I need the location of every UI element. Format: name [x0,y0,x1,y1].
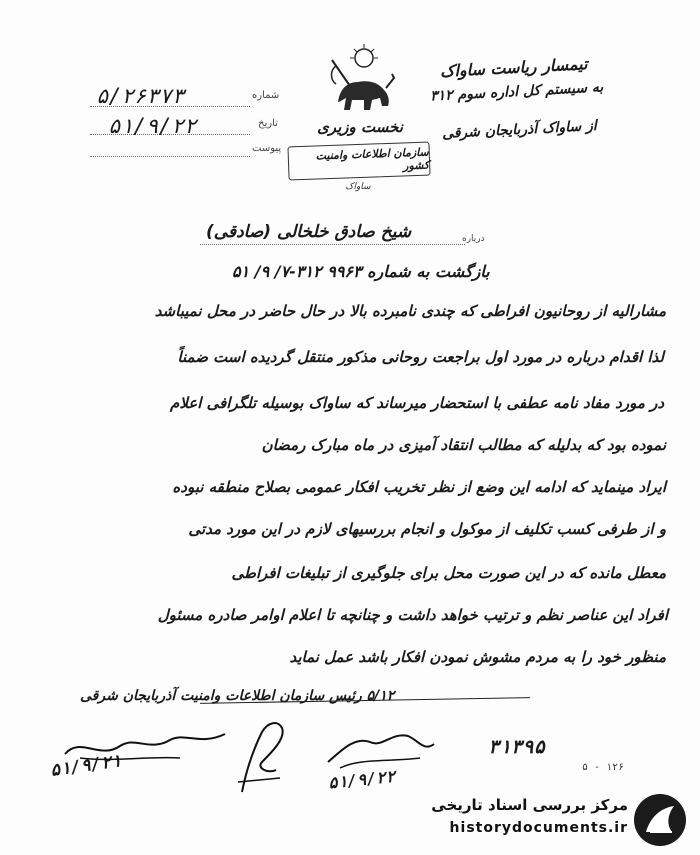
body-line: افراد این عناصر نظم و ترتیب خواهد داشت و چنانچه تا اعلام اوامر صادره مسئول [157,606,668,624]
watermark-title: مرکز بررسی اسناد تاریخی [431,796,628,814]
document-date: ۵۱/۹/۲۲ [108,114,197,138]
subject-text: شیخ صادق خلخالی (صادقی) [206,222,412,242]
organization-subtitle: ساواک [345,182,371,192]
subject-label: درباره [462,234,485,244]
signature-left [60,716,230,766]
body-line: ایراد مینماید که ادامه این وضع از نظر تخریب افکار عمومی بصلاح منطقه نبوده [172,478,666,496]
body-line: نموده بود که بدلیله که مطالب انتقاد آمیزی در ماه مبارک رمضان [261,436,666,454]
addressee-line-1: تیمسار ریاست ساواک [439,54,588,81]
signature-middle [232,712,292,800]
body-line: و از طرفی کسب تکلیف از موکول و انجام بررسیهای لازم در این مورد مدتی [188,520,666,538]
reference-number: ۳۱۳۹۵ [488,736,546,758]
lion-and-sun-emblem-icon [322,40,402,120]
cc-line: ۵/۱۲ رئیس سازمان اطلاعات وامنیت آذربایجان شرقی [80,688,395,704]
archive-logo-icon [632,792,688,848]
signature-right [320,722,440,772]
organization-title: نخست وزیری [317,118,403,136]
signature-date-right: ۵۱/۹/۲۲ [327,766,397,793]
organization-stamp: سازمان اطلاعات وامنیت کشور [287,142,430,181]
document-number: ۵/۲۶۳۷۳ [96,84,185,108]
body-line: در مورد مفاد نامه عطفی با استحضار میرساند که ساواک بوسیله تلگرافی اعلام [170,394,664,412]
page-code: ۵ - ۱۲۶ [582,762,625,773]
number-label: شماره [252,90,280,101]
signature-date-left: ۵۱/۹/۲۱ [48,751,123,781]
enclosure-dotted-line [90,156,250,157]
date-label: تاریخ [258,118,278,129]
enclosure-label: پیوست [252,143,282,154]
body-line: منظور خود را به مردم مشوش نمودن افکار باشد عمل نماید [289,648,666,666]
addressee-line-3: از ساواک آذربایجان شرقی [441,117,598,143]
watermark-url: historydocuments.ir [449,820,628,836]
body-line: مشارالیه از روحانیون افراطی که چندی نامبرده بالا در حال حاضر در محل نمیباشد [154,302,666,320]
reference-line: بازگشت به شماره ۹۹۶۳ ۳۱۲-۷/ ۹/ ۵۱ [232,262,490,281]
subject-dotted-line [200,244,465,245]
body-line: معطل مانده که در این صورت محل برای جلوگیری از تبلیغات افراطی [231,564,666,582]
body-line: لذا اقدام درباره در مورد اول براجعت روحانی مذکور منتقل گردیده است ضمناً [177,348,664,366]
addressee-line-2: به سیستم کل اداره سوم ۳۱۲ [429,79,604,105]
